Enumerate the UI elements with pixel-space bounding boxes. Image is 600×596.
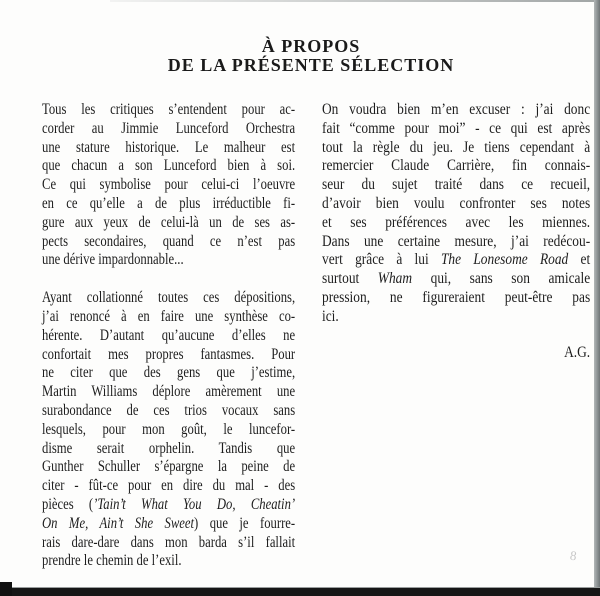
scan-edge-top [110, 0, 600, 2]
text-line: et ses préférences avec les miennes. [322, 213, 591, 231]
faint-page-mark: 8 [569, 547, 578, 564]
text-line: Ayant collationné toutes ces dépositions, [42, 289, 296, 307]
text-line: hérente. D’autant qu’aucune d’elles ne [42, 326, 296, 344]
text-line: une dérive impardonnable... [42, 251, 184, 269]
text-line: Dans une certaine mesure, j’ai redécou- [322, 232, 591, 250]
text-line: seur du sujet traité dans ce recueil, [322, 176, 591, 194]
scan-edge-right [594, 0, 600, 596]
author-initials: A.G. [564, 343, 591, 361]
text-line: disme serait orphelin. Tandis que [42, 439, 296, 457]
text-line: Ce qui symbolise pour celui-ci l’oeuvre [42, 176, 296, 194]
text-line: que chacun a son Lunceford bien à soi. [42, 157, 296, 175]
text-line: fait “comme pour moi” - ce qui est après [322, 119, 591, 137]
text-line: Gunther Schuller s’épargne la peine de [42, 458, 296, 476]
page-title-line2: DE LA PRÉSENTE SÉLECTION [167, 55, 455, 75]
text-line: ne citer que des gens que j’estime, [42, 364, 296, 382]
text-line: confortait mes propres fantasmes. Pour [42, 345, 296, 363]
page-title [22, 37, 600, 75]
text-line: pièces (’Tain’t What You Do, Cheatin’ [42, 495, 296, 513]
text-line: corder au Jimmie Lunceford Orchestra [42, 119, 296, 137]
text-line: On voudra bien m’en excuser : j’ai donc [322, 101, 591, 118]
text-line: prendre le chemin de l’exil. [42, 552, 182, 570]
text-line: surtout Wham qui, sans son amicale [322, 270, 591, 288]
paragraph [322, 101, 590, 327]
text-line: ici. [322, 307, 339, 325]
text-line: une stature historique. Le malheur est [42, 138, 296, 156]
text-line: en ce qu’elle a de plus irréductible fi- [42, 194, 296, 212]
text-line: On Me, Ain’t She Sweet) que je fourre- [42, 514, 296, 532]
text-line: lesquels, pour mon goût, le luncefor- [42, 420, 296, 438]
text-line: citer - fût-ce pour en dire du mal - des [42, 477, 296, 495]
scan-corner-bottom-left [0, 582, 12, 596]
paragraph [42, 101, 295, 270]
text-line: tout la règle du jeu. Je tiens cependant à [322, 138, 591, 156]
text-line: rais dare-dare dans mon barda s’il fallait [42, 533, 296, 551]
left-column [42, 101, 295, 571]
text-line: Martin Williams déplore amèrement une [42, 383, 296, 401]
text-line: d’avoir bien voulu confronter ses notes [322, 194, 591, 212]
text-line: remercier Claude Carrière, fin connais- [322, 157, 591, 175]
text-line: pects secondaires, quand ce n’est pas [42, 232, 296, 250]
paragraph [42, 289, 295, 571]
text-line: Tous les critiques s’entendent pour ac- [42, 101, 296, 118]
text-line: gure aux yeux de celui-là un de ses as- [42, 213, 296, 231]
left-column-text [42, 101, 295, 571]
right-column-text [322, 101, 590, 362]
right-column [322, 101, 590, 362]
text-line: vert grâce à lui The Lonesome Road et [322, 251, 591, 269]
scan-edge-bottom [0, 587, 600, 596]
text-line: j’ai renoncé à en faire une synthèse co- [42, 307, 296, 325]
text-line: pression, ne figureraient peut-être pas [322, 288, 591, 306]
text-line: surabondance de ces trios vocaux sans [42, 401, 296, 419]
page-title-line1: À PROPOS [261, 36, 361, 56]
